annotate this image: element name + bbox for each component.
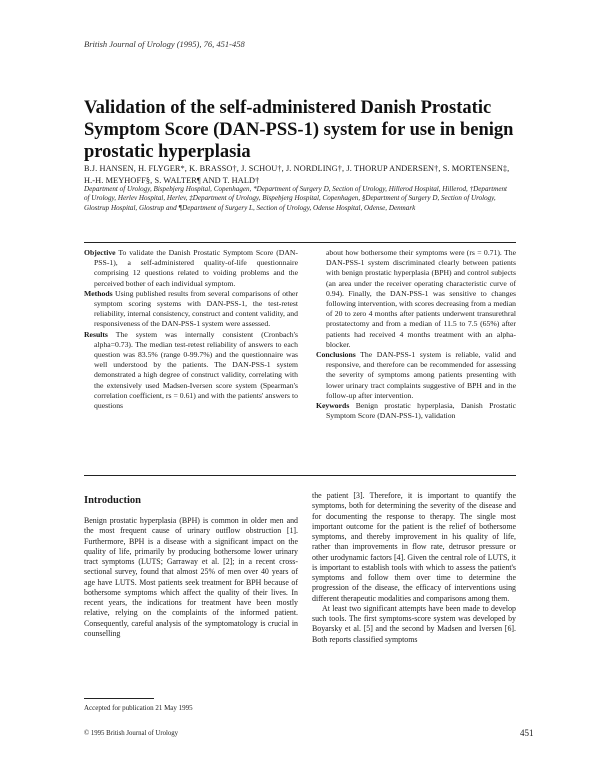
page-number: 451 [520, 728, 534, 738]
abstract-methods [84, 289, 298, 330]
results-text-right: about how bothersome their symptoms were (rs = 0.71). The DAN-PSS-1 system discriminated clearly between patients with benign prostatic hyperplasia (BPH) and control subjects (an area under the receiver operating characteristic curve of 0.94). Finally, the DAN-PSS-1 was sensitive to changes following intervention, with scores decreasing from a median of 20 to zero 4 months after patients underwent transurethral prostatectomy and from a median of 11.5 to 7.5 (65%) after patients had received 4 months treatment with an alpha-blocker. [326, 248, 516, 349]
objective-text: To validate the Danish Prostatic Symptom Score (DAN-PSS-1), a self-administered quality-of-life questionnaire comprising 12 questions related to voiding problems and the perceived bother of each individual symptom. [94, 248, 298, 288]
abstract-top-rule [84, 242, 516, 243]
abstract-keywords [316, 401, 516, 421]
intro-paragraph-2: At least two significant attempts have been made to develop such tools. The first symptoms-score system was developed by Boyarsky et al. [5] and the second by Madsen and Iversen [6]. Both reports classified symptoms [312, 603, 516, 644]
keywords-text: Benign prostatic hyperplasia, Danish Prostatic Symptom Score (DAN-PSS-1), validation [326, 401, 517, 421]
article-title: Validation of the self-administered Danish Prostatic Symptom Score (DAN-PSS-1) system for use in benign prostatic hyperplasia [84, 98, 514, 162]
methods-text: Using published results from several comparisons of other symptom scoring systems with DAN-PSS-1, the test-retest reliability, internal consistency, construct and content validity, and responsiveness of the DAN-PSS-1 system were assessed. [94, 288, 299, 329]
author-list: B.J. HANSEN, H. FLYGER*, K. BRASSO†, J. SCHOU†, J. NORDLING†, J. THORUP ANDERSEN†, S. MORTENSEN‡, H.-H. MEYHOFF§, S. WALTER¶ AND T. HALD† [84, 164, 510, 185]
intro-left-column [84, 516, 298, 639]
introduction-heading: Introduction [84, 495, 141, 506]
objective-label: Objective [84, 248, 116, 257]
keywords-label: Keywords [316, 401, 350, 411]
abstract-results [84, 330, 298, 412]
results-label: Results [84, 329, 108, 339]
abstract-conclusions [316, 350, 516, 401]
abstract-bottom-rule [84, 475, 516, 476]
abstract-objective [84, 248, 298, 289]
intro-paragraph-1: Benign prostatic hyperplasia (BPH) is common in older men and the most frequent cause of urinary outflow obstruction [1]. Furthermore, BPH is a disease with a significant impact on the quality of life, primarily by producing bothersome lower urinary tract symptoms (LUTS; Garraway et al. [2]; in a recent cross-sectional survey, found that almost 25% of men over 40 years of age have LUTS. Most patients seek treatment for BPH because of bothersome symptoms which affect the quality of their lives. In recent years, the indications for treatment have been mostly relative, relying on the complaints of the informed patient. Consequently, careful analysis of the symptomatology is crucial in counselling [84, 516, 298, 638]
abstract-right-column [316, 248, 516, 421]
accepted-date: Accepted for publication 21 May 1995 [84, 704, 193, 712]
footnote-rule [84, 698, 154, 699]
abstract-left-column [84, 248, 298, 411]
intro-paragraph-1-continued: the patient [3]. Therefore, it is important to quantify the symptoms, both for determining the severity of the disease and for documenting the response to therapy. The single most important outcome for the patient is the relief of bothersome symptoms, and thereby improvement in his quality of life, rather than improvements in flow rate, detrusor pressure or other urodynamic factors [4]. Given the central role of LUTS, it is important to establish tools with which to assess the patient's symptoms and follow them over time to determine the progression of the disease, the efficacy of interventions using different therapeutic modalities and comparisons among them. [312, 491, 516, 603]
results-text-left: The system was internally consistent (Cronbach's alpha=0.73). The median test-retest reliability of answers to each question was 83.5% (range 0-99.7%) and the questionnaire was well understood by the patients. The DAN-PSS-1 system demonstrated a high degree of construct validity, correlating with the extensively used Madsen-Iversen score system (Spearman's correlation coefficient, rs = 0.61) and with the patients' answers to questions [94, 329, 298, 411]
intro-right-column [312, 491, 516, 645]
conclusions-label: Conclusions [316, 350, 356, 360]
copyright-notice: © 1995 British Journal of Urology [84, 730, 179, 737]
author-affiliations: Department of Urology, Bispebjerg Hospital, Copenhagen, *Department of Surgery D, Section of Urology, Hillerod Hospital, Hillerod, †Department of Urology, Herlev Hospital, Herlev, ‡Department of Urology, Bispebjerg Hospital, Copenhagen, §Department of Surgery D, Section of Urology, Glostrup Hospital, Glostrup and ¶Department of Surgery L, Section of Urology, Odense Hospital, Odense, Denmark [84, 185, 508, 212]
conclusions-text: The DAN-PSS-1 system is reliable, valid and responsive, and therefore can be recommended for assessing the severity of symptoms among patients presenting with lower urinary tract complaints suggestive of BPH and in the follow-up after intervention. [326, 350, 516, 400]
journal-citation: British Journal of Urology (1995), 76, 451-458 [84, 39, 245, 49]
methods-label: Methods [84, 288, 113, 298]
